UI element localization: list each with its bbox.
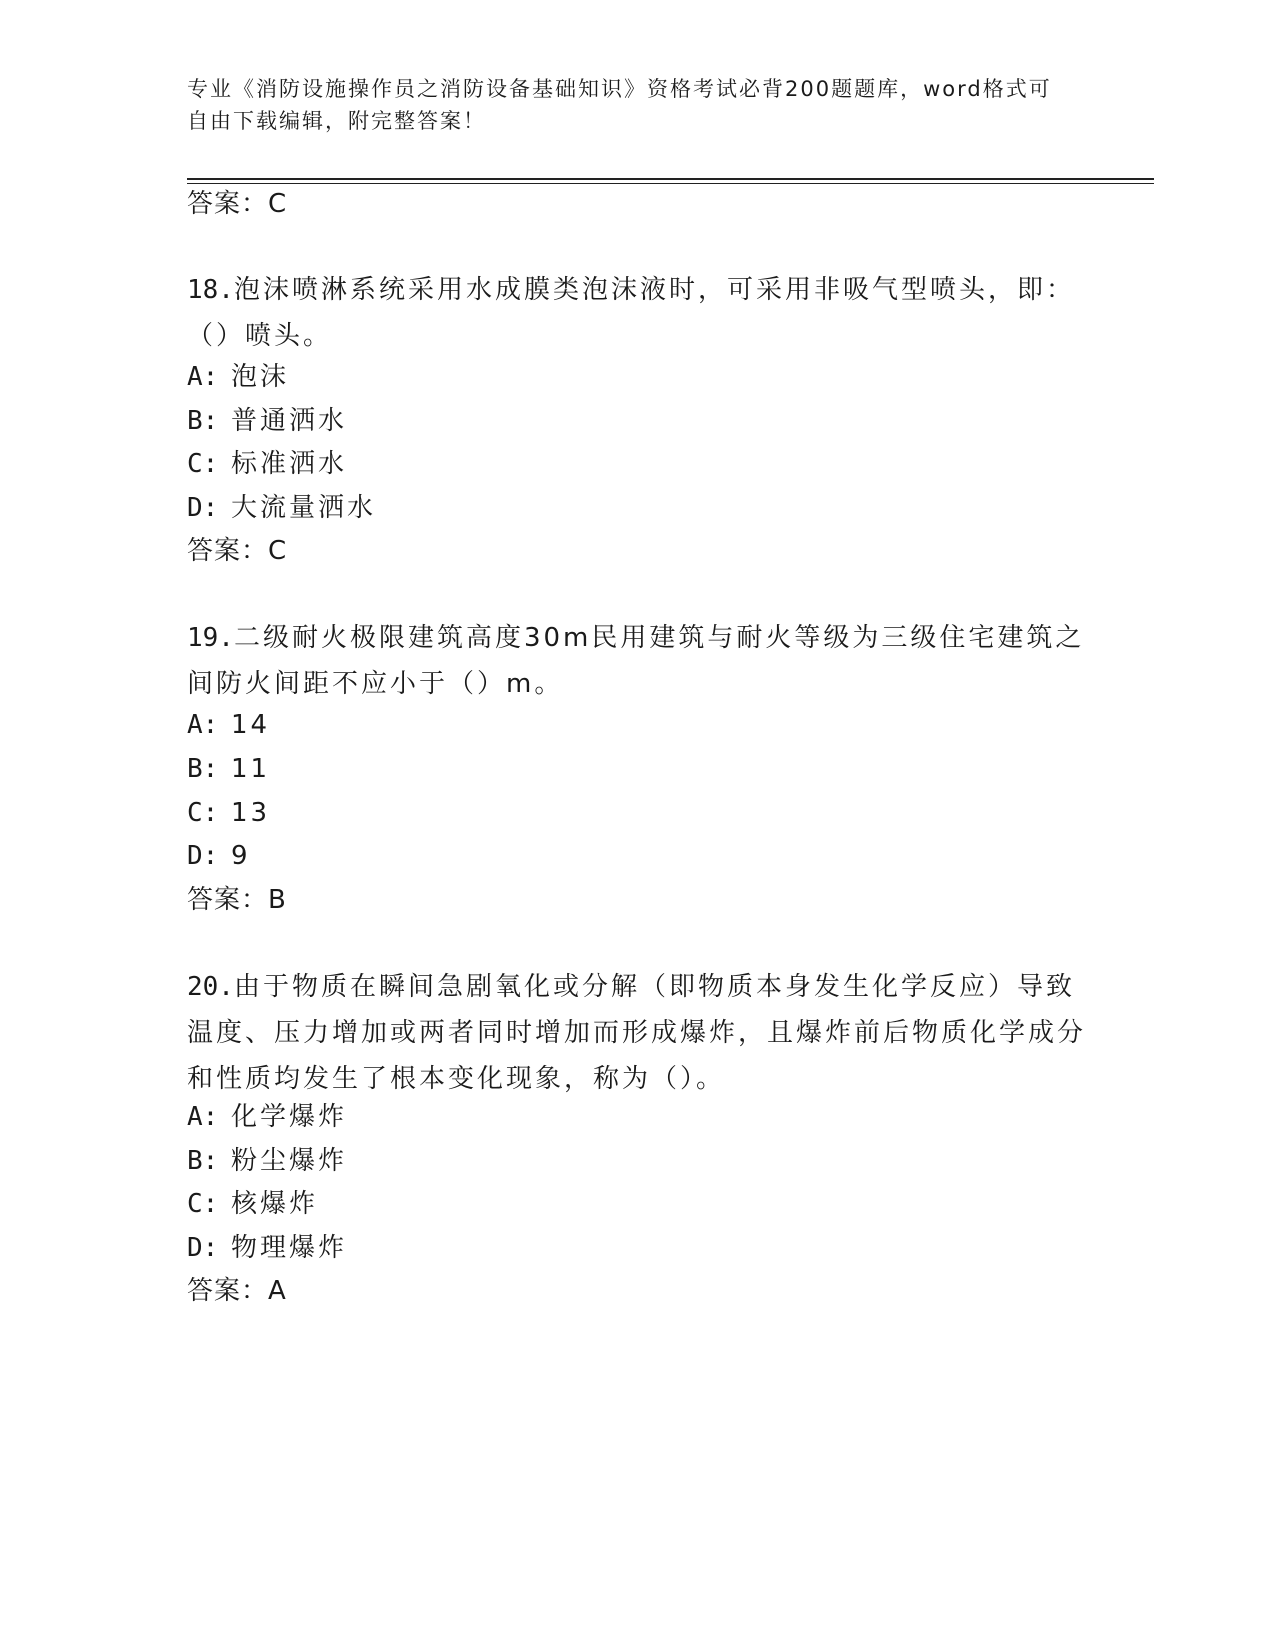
- question-number: 19.: [187, 623, 234, 653]
- question-20-answer: [187, 1273, 287, 1309]
- question-number: 18.: [187, 275, 234, 305]
- option-text: 粉尘爆炸: [231, 1146, 348, 1176]
- question-18-option-c: [187, 446, 347, 482]
- option-key: A:: [187, 710, 219, 740]
- option-key: C:: [187, 1189, 219, 1219]
- question-20-option-d: [187, 1230, 347, 1266]
- option-key: D:: [187, 1233, 219, 1263]
- question-19-option-a: [187, 707, 270, 743]
- question-number: 20.: [187, 972, 234, 1002]
- question-20-option-c: [187, 1186, 318, 1222]
- option-text: 核爆炸: [231, 1189, 319, 1219]
- option-text: 14: [231, 710, 271, 740]
- option-text: 普通洒水: [231, 406, 348, 436]
- question-18-option-a: [187, 359, 289, 395]
- answer-label: 答案：: [187, 1276, 269, 1306]
- option-key: B:: [187, 754, 219, 784]
- answer-value: A: [268, 1276, 287, 1306]
- option-key: C:: [187, 449, 219, 479]
- option-text: 物理爆炸: [231, 1233, 348, 1263]
- question-text: 泡沫喷淋系统采用水成膜类泡沫液时，可采用非吸气型喷头，即：（）喷头。: [187, 275, 1075, 351]
- option-key: B:: [187, 406, 219, 436]
- option-text: 化学爆炸: [231, 1102, 348, 1132]
- option-text: 13: [231, 798, 271, 828]
- question-text: 由于物质在瞬间急剧氧化或分解（即物质本身发生化学反应）导致温度、压力增加或两者同时增加而形成爆炸，且爆炸前后物质化学成分和性质均发生了根本变化现象，称为（）。: [187, 972, 1087, 1094]
- answer-prev: [187, 186, 287, 222]
- option-text: 大流量洒水: [231, 493, 377, 523]
- question-18-option-b: [187, 403, 347, 439]
- answer-label: 答案：: [187, 189, 269, 219]
- question-20-stem: [187, 964, 1087, 1102]
- option-key: B:: [187, 1146, 219, 1176]
- option-key: C:: [187, 798, 219, 828]
- answer-label: 答案：: [187, 536, 269, 566]
- question-text: 二级耐火极限建筑高度30m民用建筑与耐火等级为三级住宅建筑之间防火间距不应小于（）m。: [187, 623, 1085, 699]
- header-divider-thin: [187, 183, 1154, 184]
- answer-label: 答案：: [187, 885, 269, 915]
- question-19-option-c: [187, 795, 270, 831]
- option-key: A:: [187, 362, 219, 392]
- answer-value: C: [268, 189, 288, 219]
- question-18-option-d: [187, 490, 376, 526]
- answer-value: C: [268, 536, 288, 566]
- question-19-option-b: [187, 751, 270, 787]
- answer-value: B: [268, 885, 287, 915]
- option-text: 11: [231, 754, 271, 784]
- option-key: D:: [187, 841, 219, 871]
- question-18-stem: [187, 267, 1087, 359]
- document-header: 专业《消防设施操作员之消防设备基础知识》资格考试必背200题题库，word格式可自由下载编辑，附完整答案！: [187, 77, 1052, 133]
- option-key: D:: [187, 493, 219, 523]
- option-key: A:: [187, 1102, 219, 1132]
- question-20-option-b: [187, 1143, 347, 1179]
- option-text: 标准洒水: [231, 449, 348, 479]
- question-20-option-a: [187, 1099, 347, 1135]
- question-19-option-d: [187, 838, 251, 874]
- question-19-stem: [187, 615, 1087, 707]
- question-19-answer: [187, 882, 287, 918]
- question-18-answer: [187, 533, 287, 569]
- header-divider-thick: [187, 178, 1154, 180]
- option-text: 9: [231, 841, 251, 871]
- option-text: 泡沫: [231, 362, 290, 392]
